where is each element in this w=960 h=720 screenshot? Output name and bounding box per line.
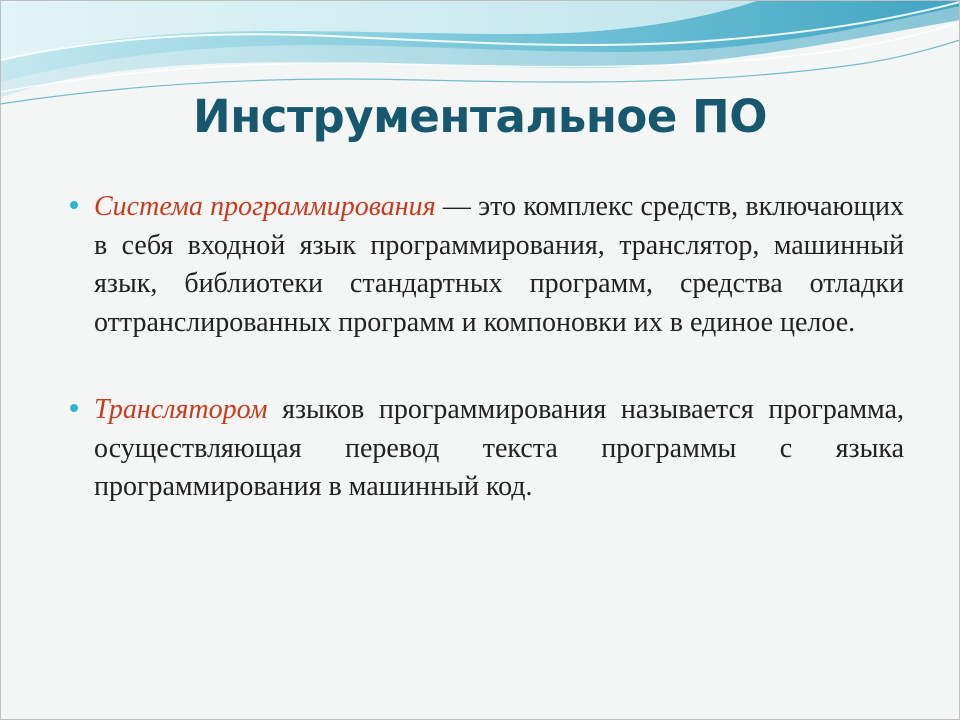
bullet-dot-icon	[70, 404, 78, 412]
definition-programming-system: — это комплекс средств, включающих в себя входной язык программирования, транслятор, машинный язык, библиотеки стандартных программ, средства отладки оттранслированных программ и компоновки их в единое целое.	[94, 191, 904, 338]
bullet-item-programming-system	[70, 188, 904, 342]
bullet-dot-icon	[70, 201, 78, 209]
slide-title: Инструментальное ПО	[193, 90, 767, 143]
term-programming-system: Система программирования	[94, 191, 436, 222]
definition-translator: языков программирования называется программа, осуществляющая перевод текста программы с языка программирования в машинный код.	[94, 394, 904, 502]
term-translator: Транслятором	[94, 394, 268, 425]
bullet-item-translator	[70, 391, 904, 507]
bullet-list	[70, 188, 904, 507]
